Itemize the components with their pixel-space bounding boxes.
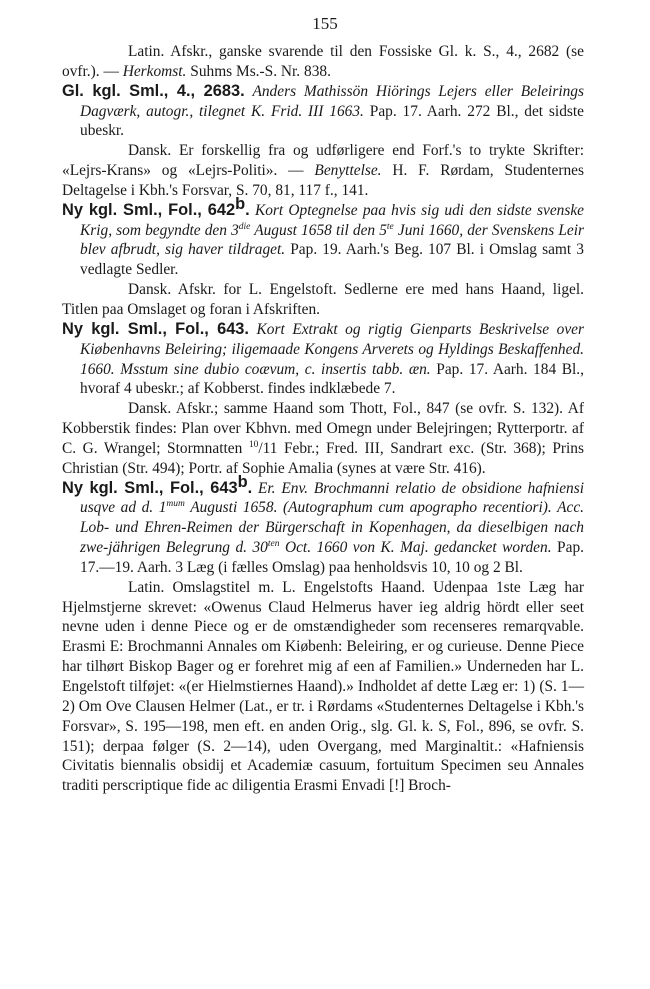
- text-span: Latin. Afskr., ganske svarende til den Fossiske Gl. k. S., 4., 2682 (se ovfr.). —: [62, 43, 584, 80]
- text-span: /11 Febr.; Fred. III, Sandrart exc. (Str. 368); Prins Christian (Str. 494); Portr. af Sophie Amalia (synes at være Str. 416).: [62, 439, 584, 477]
- italic-title-text: Kort Extrakt og rigtig Gienparts Beskrivelse over Kiøbenhavns Beleiring; iligemaade Kongens Arverets og Hyldings Beskaffenhed. 1660. Msstum sine dubio coævum, c. insertis tabb. æn.: [80, 320, 584, 378]
- shelfmark: b: [237, 472, 248, 491]
- shelfmark: Ny kgl. Sml., Fol., 643.: [62, 319, 249, 338]
- description-paragraph: [62, 578, 584, 796]
- italic-title-text: Herkomst.: [122, 62, 187, 80]
- text-span: Dansk. Afskr. for L. Engelstoft. Sedlerne ere med hans Haand, ligel. Titlen paa Omslaget og foran i Afskriften.: [62, 281, 584, 318]
- text-span: [249, 321, 257, 338]
- catalogue-entry: [62, 194, 584, 280]
- catalogue-entry: [62, 320, 584, 399]
- italic-title-text: Anders Mathissön Hiörings Lejers eller Beleirings Dagværk,: [80, 82, 584, 120]
- text-span: H. F. Rørdam, Studenternes Deltagelse i Kbh.'s Forsvar, S. 70, 81, 117 f., 141.: [62, 162, 584, 199]
- text-span: Pap. 19. Aarh.'s Beg. 107 Bl. i Omslag samt 3 vedlagte Sedler.: [80, 241, 584, 279]
- description-paragraph: [62, 141, 584, 201]
- italic-title-text: te: [386, 221, 394, 232]
- italic-title-text: Juni 1660, der Svenskens Leir blev afbrudt, sig haver tildraget.: [80, 221, 584, 259]
- page-number: 155: [312, 14, 338, 33]
- text-span: Suhms Ms.-S. Nr. 838.: [186, 62, 331, 80]
- text-span: Pap. 17.—19. Aarh. 3 Læg (i fælles Omslag) paa henholdsvis 10, 10 og 2 Bl.: [80, 539, 584, 576]
- shelfmark: .: [247, 478, 253, 497]
- italic-title-text: autogr., tilegnet K. Frid. III 1663.: [146, 102, 364, 120]
- italic-title-text: August 1658 til den 5: [250, 221, 387, 239]
- italic-title-text: Oct. 1660 von K. Maj. gedancket worden.: [279, 539, 552, 557]
- catalogue-text: [62, 42, 584, 796]
- italic-title-text: Er. Env. Brochmanni relatio de obsidione hafniensi usqve ad d. 1: [80, 479, 584, 517]
- shelfmark: Ny kgl. Sml., Fol., 642: [62, 200, 236, 219]
- shelfmark: .: [245, 200, 250, 219]
- text-span: Dansk. Er forskellig fra og udførligere end Forf.'s to trykte Skrifter: «Lejrs-Krans» og «Lejrs-Politi». —: [62, 142, 584, 180]
- italic-title-text: Kort Optegnelse paa hvis sig udi den sidste svenske Krig, som begyndte den 3: [80, 201, 584, 239]
- description-paragraph: [62, 42, 584, 82]
- text-span: Pap. 17. Aarh. 272 Bl., det sidste ubeskr.: [80, 102, 584, 140]
- italic-title-text: Augusti 1658. (Autographum cum apographo recentiori). Acc. Lob- und Ehren-Reimen der Bürgerschaft in Kopenhagen, da dieselbigen nach zwe-jährigen Belegrung d. 30: [80, 499, 584, 557]
- shelfmark: Gl. kgl. Sml., 4., 2683.: [62, 81, 245, 100]
- italic-title-text: Benyttelse.: [314, 162, 382, 180]
- text-span: Dansk. Afskr.; samme Haand som Thott, Fol., 847 (se ovfr. S. 132). Af Kobberstik findes: Plan over Kbhvn. med Omegn under Belejringen; Rytterportr. af C. G. Wrangel; Stormnatten: [62, 400, 584, 457]
- text-span: Pap. 17. Aarh. 184 Bl., hvoraf 4 ubeskr.; af Kobberst. findes indklæbede 7.: [80, 360, 585, 398]
- catalogue-entry: [62, 82, 584, 142]
- description-paragraph: [62, 280, 584, 320]
- text-span: 10: [248, 439, 259, 450]
- shelfmark: b: [235, 194, 246, 213]
- description-paragraph: [62, 399, 584, 478]
- italic-title-text: die: [238, 221, 251, 232]
- text-span: Latin. Omslagstitel m. L. Engelstofts Haand. Udenpaa 1ste Læg har Hjelmstjerne skrevet: «Owenus Claud Helmerus haver ieg aldrig hördt eller seet nevne uden i denne Piece og er de omstændigheder som recenseres remarqvable. Erasmi E: Brochmanni Annales om Kiøbenh: Beleiring, er og curieuse. Denne Piece har tilhørt Biskop Bager og er forehret mig af een af Familien.» Underneden har L. Engelstoft tilføjet: «(er Hielmstiernes Haand).» Indholdet af dette Læg er: 1) (S. 1—2) Om Ove Clausen Helmer (Lat., er tr. i Rørdams «Studenternes Deltagelse i Kbh.'s Forsvar», S. 195—198, men eft. en anden Orig., slg. Gl. k. S, Fol., 896, se ovfr. S. 151); derpaa følger (S. 2—14), uden Overgang, med Marginaltit.: «Hafniensis Civitatis biennalis obsidij et Academiæ casuum, fortuitum Specimen seu Annales traditi perscriptique fide ac diligentia Erasmi Envadi [!] Broch-: [62, 578, 584, 795]
- shelfmark: Ny kgl. Sml., Fol., 643: [62, 478, 238, 497]
- catalogue-entry: [62, 472, 584, 578]
- italic-title-text: mum: [166, 499, 185, 510]
- italic-title-text: ten: [267, 538, 280, 549]
